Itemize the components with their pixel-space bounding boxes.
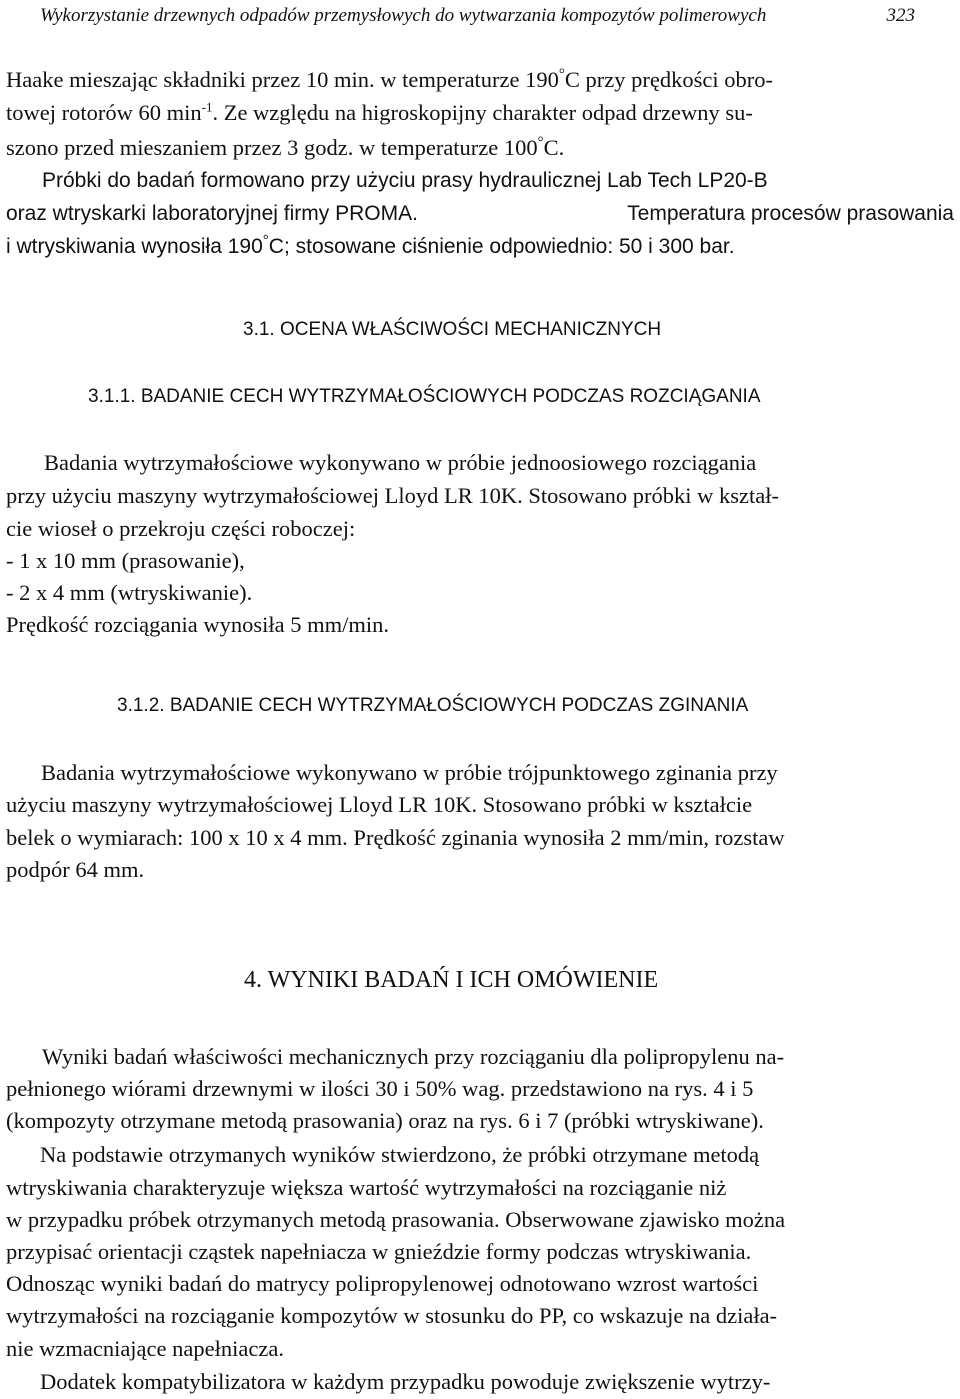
subsection-heading: 3.1.1. BADANIE CECH WYTRZYMAŁOŚCIOWYCH PODCZAS ROZCIĄGANIA xyxy=(88,386,761,407)
paragraph-line: nie wzmacniające napełniacza. xyxy=(6,1336,284,1361)
paragraph-line: Badania wytrzymałościowe wykonywano w próbie trójpunktowego zginania przy xyxy=(41,760,778,785)
running-header xyxy=(40,0,915,32)
paragraph-line: - 1 x 10 mm (prasowanie), xyxy=(6,548,245,573)
paragraph-line: wytrzymałości na rozciąganie kompozytów w stosunku do PP, co wskazuje na działa- xyxy=(6,1303,778,1328)
running-header-title: Wykorzystanie drzewnych odpadów przemysłowych do wytwarzania kompozytów polimerowych xyxy=(40,5,767,26)
paragraph-line: pełnionego wiórami drzewnymi w ilości 30 i 50% wag. przedstawiono na rys. 4 i 5 xyxy=(6,1076,754,1101)
paragraph-line: Badania wytrzymałościowe wykonywano w próbie jednoosiowego rozciągania xyxy=(44,450,757,475)
paragraph-line: - 2 x 4 mm (wtryskiwanie). xyxy=(6,580,253,605)
paragraph-line: użyciu maszyny wytrzymałościowej Lloyd LR 10K. Stosowano próbki w kształcie xyxy=(6,792,753,817)
paragraph-line: wtryskiwania charakteryzuje większa wartość wytrzymałości na rozciąganie niż xyxy=(6,1175,727,1200)
paragraph-line: i wtryskiwania wynosiła 190°C; stosowane ciśnienie odpowiednio: 50 i 300 bar. xyxy=(6,232,735,258)
paragraph-line: (kompozyty otrzymane metodą prasowania) oraz na rys. 6 i 7 (próbki wtryskiwane). xyxy=(6,1108,764,1133)
paragraph-line: Haake mieszając składniki przez 10 min. w temperaturze 190°C przy prędkości obro- xyxy=(6,66,773,92)
paragraph-line: Dodatek kompatybilizatora w każdym przypadku powoduje zwiększenie wytrzy- xyxy=(40,1369,771,1394)
paragraph-line: Odnosząc wyniki badań do matrycy polipropylenowej odnotowano wzrost wartości xyxy=(6,1271,759,1296)
paragraph-line: w przypadku próbek otrzymanych metodą prasowania. Obserwowane zjawisko można xyxy=(6,1207,786,1232)
subsection-heading: 3.1.2. BADANIE CECH WYTRZYMAŁOŚCIOWYCH PODCZAS ZGINANIA xyxy=(117,695,749,716)
paragraph-line: towej rotorów 60 $\min^{-1}$. Ze względu na higroskopijny charakter odpad drzewny su- xyxy=(6,99,753,125)
paragraph-line: Próbki do badań formowano przy użyciu prasy hydraulicznej Lab Tech LP20-B xyxy=(42,169,768,192)
paragraph-line: Wyniki badań właściwości mechanicznych przy rozciąganiu dla polipropylenu na- xyxy=(42,1044,785,1069)
page-number: 323 xyxy=(886,5,915,26)
paragraph-line: belek o wymiarach: 100 x 10 x 4 mm. Prędkość zginania wynosiła 2 mm/min, rozstaw xyxy=(6,825,785,850)
paragraph-line: szono przed mieszaniem przez 3 godz. w temperaturze 100°C. xyxy=(6,134,565,160)
section-heading: 3.1. OCENA WŁAŚCIWOŚCI MECHANICZNYCH xyxy=(243,319,662,340)
paragraph-line: cie wioseł o przekroju części roboczej: xyxy=(6,516,356,541)
chapter-heading: 4. WYNIKI BADAŃ I ICH OMÓWIENIE xyxy=(244,967,659,993)
paragraph-line: oraz wtryskarki laboratoryjnej firmy PROMA. Temperatura procesów prasowania xyxy=(6,202,954,225)
paragraph-line: przy użyciu maszyny wytrzymałościowej Lloyd LR 10K. Stosowano próbki w kształ- xyxy=(6,483,779,508)
paragraph-line: Prędkość rozciągania wynosiła 5 mm/min. xyxy=(6,612,390,637)
paragraph-line: Na podstawie otrzymanych wyników stwierdzono, że próbki otrzymane metodą xyxy=(40,1142,760,1167)
paragraph-line: przypisać orientacji cząstek napełniacza w gnieździe formy podczas wtryskiwania. xyxy=(6,1239,752,1264)
paragraph-line: podpór 64 mm. xyxy=(6,857,145,882)
